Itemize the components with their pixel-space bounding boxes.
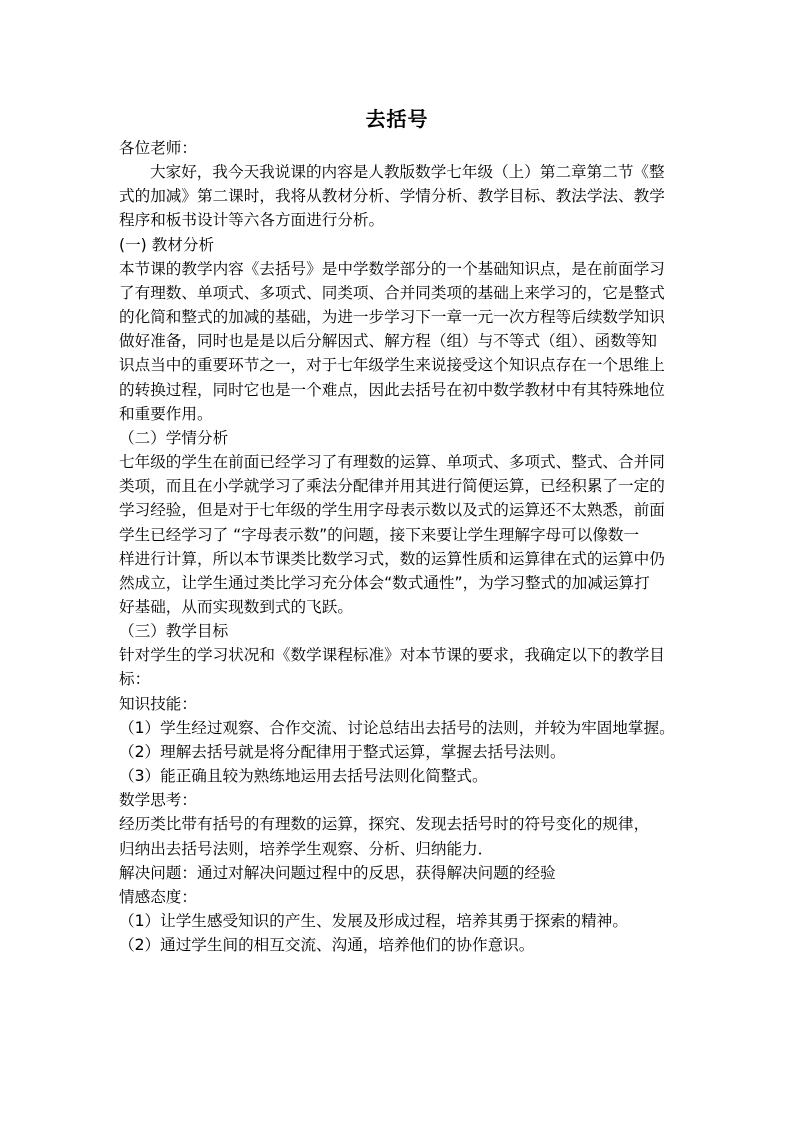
paragraph-line: 的转换过程，同时它也是一个难点，因此去括号在初中数学教材中有其特殊地位 <box>119 380 665 399</box>
paragraph-line: 学习经验，但是对于七年级的学生用字母表示数以及式的运算还不太熟悉，前面 <box>119 501 665 520</box>
paragraph-line: 解决问题：通过对解决问题过程中的反思，获得解决问题的经验 <box>119 863 556 882</box>
paragraph-line: 标： <box>119 670 151 689</box>
list-item: （2）理解去括号就是将分配律用于整式运算，掌握去括号法则。 <box>119 742 566 761</box>
subheading: 知识技能： <box>119 694 197 713</box>
list-item: （2）通过学生间的相互交流、沟通，培养他们的协作意识。 <box>119 936 535 955</box>
paragraph-line: 好基础，从而实现数到式的飞跃。 <box>119 597 353 616</box>
list-item: （3）能正确且较为熟练地运用去括号法则化简整式。 <box>119 767 488 786</box>
paragraph-line: 七年级的学生在前面已经学习了有理数的运算、单项式、多项式、整式、合并同 <box>119 453 665 472</box>
subheading: 情感态度： <box>119 887 197 906</box>
paragraph-line: 大家好，我今天我说课的内容是人教版数学七年级（上）第二章第二节《整 <box>150 163 665 182</box>
paragraph-line: 了有理数、单项式、多项式、同类项、合并同类项的基础上来学习的，它是整式 <box>119 283 665 302</box>
paragraph-line: 识点当中的重要环节之一，对于七年级学生来说接受这个知识点存在一个思维上 <box>119 356 665 375</box>
section-heading: （二）学情分析 <box>119 428 229 447</box>
paragraph-line: 的化简和整式的加减的基础，为进一步学习下一章一元一次方程等后续数学知识 <box>119 308 665 327</box>
paragraph-line: 归纳出去括号法则，培养学生观察、分析、归纳能力． <box>119 839 494 858</box>
paragraph-line: 式的加减》第二课时，我将从教材分析、学情分析、教学目标、教法学法、教学 <box>119 187 665 206</box>
paragraph-line: 和重要作用。 <box>119 404 213 423</box>
paragraph-line: 本节课的教学内容《去括号》是中学数学部分的一个基础知识点，是在前面学习 <box>119 259 665 278</box>
paragraph-line: 类项，而且在小学就学习了乘法分配律并用其进行简便运算，已经积累了一定的 <box>119 477 665 496</box>
salutation: 各位老师： <box>119 139 197 157</box>
paragraph-line: 然成立，让学生通过类比学习充分体会“数式通性”，为学习整式的加减运算打 <box>119 573 650 592</box>
paragraph-line: 做好准备，同时也是是以后分解因式、解方程（组）与不等式（组）、函数等知 <box>119 332 657 351</box>
paragraph-line: 经历类比带有括号的有理数的运算，探究、发现去括号时的符号变化的规律， <box>119 815 650 834</box>
section-heading: (一) 教材分析 <box>119 235 215 254</box>
subheading: 数学思考： <box>119 791 197 810</box>
document-page <box>119 103 675 957</box>
document-title: 去括号 <box>365 107 429 131</box>
paragraph-line: 程序和板书设计等六各方面进行分析。 <box>119 211 385 230</box>
list-item: （1）让学生感受知识的产生、发展及形成过程，培养其勇于探索的精神。 <box>119 912 628 930</box>
section-heading: （三）教学目标 <box>119 622 229 641</box>
paragraph-line: 学生已经学习了 “字母表示数”的问题，接下来要让学生理解字母可以像数一 <box>119 525 640 544</box>
paragraph-line: 针对学生的学习状况和《数学课程标准》对本节课的要求，我确定以下的教学目 <box>119 646 665 665</box>
list-item: （1）学生经过观察、合作交流、讨论总结出去括号的法则，并较为牢固地掌握。 <box>119 718 675 737</box>
paragraph-line: 样进行计算，所以本节课类比数学习式，数的运算性质和运算律在式的运算中仍 <box>119 549 665 568</box>
